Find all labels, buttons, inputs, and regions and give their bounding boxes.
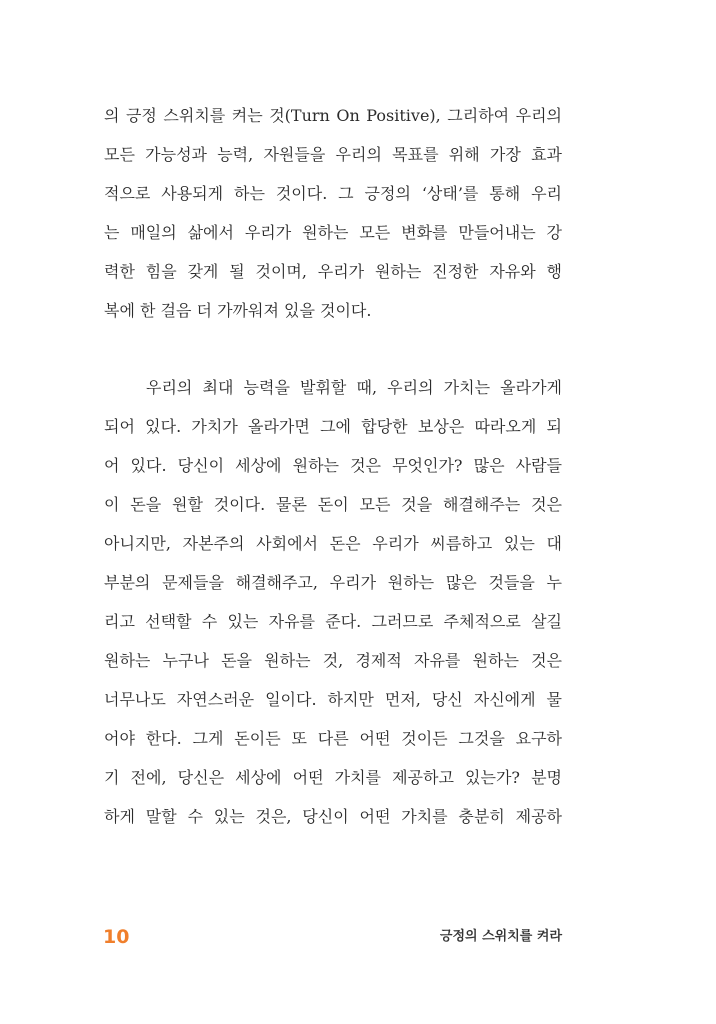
text-line: 우리의 최대 능력을 발휘할 때, 우리의 가치는 올라가게 bbox=[146, 378, 562, 397]
text-line: 원하는 누구나 돈을 원하는 것, 경제적 자유를 원하는 것은 bbox=[104, 651, 562, 670]
page-number: 10 bbox=[103, 926, 130, 948]
text-line: 는 매일의 삶에서 우리가 원하는 모든 변화를 만들어내는 강 bbox=[104, 223, 562, 242]
text-line: 이 돈을 원할 것이다. 물론 돈이 모든 것을 해결해주는 것은 bbox=[104, 495, 562, 514]
text-line: 기 전에, 당신은 세상에 어떤 가치를 제공하고 있는가? 분명 bbox=[104, 768, 562, 787]
text-line: 되어 있다. 가치가 올라가면 그에 합당한 보상은 따라오게 되 bbox=[104, 417, 562, 436]
text-line: 의 긍정 스위치를 켜는 것(Turn On Positive), 그리하여 우리의 bbox=[104, 106, 562, 125]
text-line: 모든 가능성과 능력, 자원들을 우리의 목표를 위해 가장 효과 bbox=[104, 145, 562, 164]
text-line: 복에 한 걸음 더 가까워져 있을 것이다. bbox=[104, 301, 372, 320]
text-line: 하게 말할 수 있는 것은, 당신이 어떤 가치를 충분히 제공하 bbox=[104, 807, 562, 826]
text-line: 부분의 문제들을 해결해주고, 우리가 원하는 많은 것들을 누 bbox=[104, 573, 562, 592]
text-line: 어 있다. 당신이 세상에 원하는 것은 무엇인가? 많은 사람들 bbox=[104, 456, 562, 475]
text-line: 아니지만, 자본주의 사회에서 돈은 우리가 씨름하고 있는 대 bbox=[104, 534, 562, 553]
text-line: 적으로 사용되게 하는 것이다. 그 긍정의 ‘상태’를 통해 우리 bbox=[104, 184, 562, 203]
running-title: 긍정의 스위치를 켜라 bbox=[439, 929, 562, 944]
text-line: 너무나도 자연스러운 일이다. 하지만 먼저, 당신 자신에게 물 bbox=[104, 690, 562, 709]
text-line: 리고 선택할 수 있는 자유를 준다. 그러므로 주체적으로 살길 bbox=[104, 612, 562, 631]
text-line: 력한 힘을 갖게 될 것이며, 우리가 원하는 진정한 자유와 행 bbox=[104, 262, 562, 281]
text-line: 어야 한다. 그게 돈이든 또 다른 어떤 것이든 그것을 요구하 bbox=[104, 729, 562, 748]
